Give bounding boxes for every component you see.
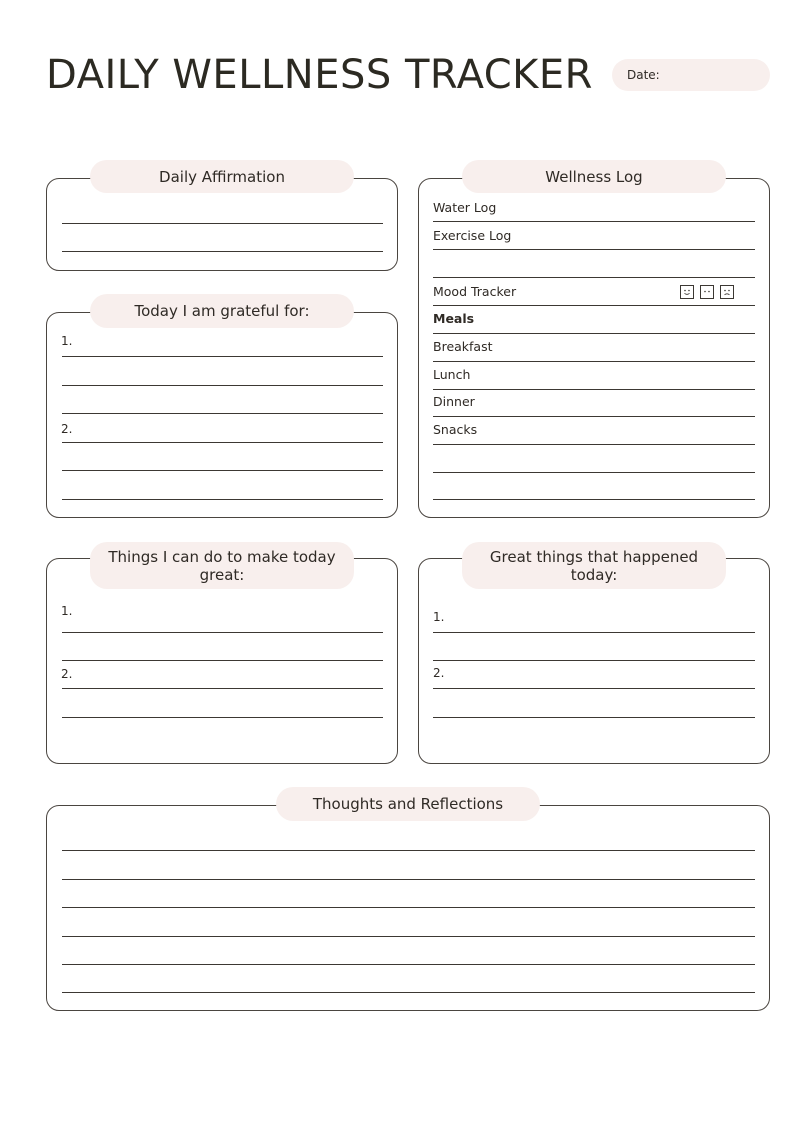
exercise-log-label: Exercise Log: [433, 228, 512, 243]
reflections-writing-line[interactable]: [62, 907, 755, 908]
make-great-writing-line[interactable]: [62, 688, 383, 689]
great-things-heading: Great things that happened today:: [462, 542, 726, 589]
snacks-line[interactable]: [433, 472, 755, 473]
snacks-label: Snacks: [433, 422, 478, 437]
mood-tracker-line: [433, 305, 755, 306]
grateful-heading: Today I am grateful for:: [90, 294, 354, 328]
great-things-writing-line[interactable]: [433, 717, 755, 718]
grateful-writing-line[interactable]: [62, 470, 383, 471]
lunch-line[interactable]: [433, 389, 755, 390]
sad-face-icon[interactable]: [720, 285, 734, 299]
date-label: Date:: [627, 68, 660, 82]
page-title: DAILY WELLNESS TRACKER: [46, 52, 593, 98]
make-great-item-number: 1.: [61, 604, 73, 618]
great-things-writing-line[interactable]: [433, 660, 755, 661]
happy-face-icon[interactable]: [680, 285, 694, 299]
grateful-writing-line[interactable]: [62, 385, 383, 386]
make-great-writing-line[interactable]: [62, 632, 383, 633]
grateful-writing-line[interactable]: [62, 356, 383, 357]
grateful-item-number: 1.: [61, 334, 73, 348]
great-things-item-number: 2.: [433, 666, 445, 680]
reflections-writing-line[interactable]: [62, 850, 755, 851]
snacks-line[interactable]: [433, 444, 755, 445]
exercise-log-line[interactable]: [433, 277, 755, 278]
affirmation-heading: Daily Affirmation: [90, 160, 354, 193]
reflections-writing-line[interactable]: [62, 964, 755, 965]
wellness-log-heading: Wellness Log: [462, 160, 726, 193]
water-log-line[interactable]: [433, 221, 755, 222]
lunch-label: Lunch: [433, 367, 471, 382]
great-things-item-number: 1.: [433, 610, 445, 624]
reflections-writing-line[interactable]: [62, 879, 755, 880]
grateful-writing-line[interactable]: [62, 413, 383, 414]
reflections-writing-line[interactable]: [62, 992, 755, 993]
affirmation-writing-line[interactable]: [62, 251, 383, 252]
grateful-writing-line[interactable]: [62, 442, 383, 443]
make-great-writing-line[interactable]: [62, 660, 383, 661]
breakfast-label: Breakfast: [433, 339, 493, 354]
meals-label: Meals: [433, 311, 475, 326]
reflections-box: [46, 805, 770, 1011]
dinner-line[interactable]: [433, 416, 755, 417]
reflections-writing-line[interactable]: [62, 936, 755, 937]
snacks-line[interactable]: [433, 499, 755, 500]
make-great-writing-line[interactable]: [62, 717, 383, 718]
grateful-writing-line[interactable]: [62, 499, 383, 500]
grateful-item-number: 2.: [61, 422, 73, 436]
grateful-box: [46, 312, 398, 518]
breakfast-line[interactable]: [433, 361, 755, 362]
great-things-writing-line[interactable]: [433, 688, 755, 689]
exercise-log-line[interactable]: [433, 249, 755, 250]
mood-tracker-label: Mood Tracker: [433, 284, 517, 299]
make-great-heading: Things I can do to make today great:: [90, 542, 354, 589]
great-things-writing-line[interactable]: [433, 632, 755, 633]
dinner-label: Dinner: [433, 394, 475, 409]
date-field[interactable]: [612, 59, 770, 91]
affirmation-writing-line[interactable]: [62, 223, 383, 224]
meals-line: [433, 333, 755, 334]
reflections-heading: Thoughts and Reflections: [276, 787, 540, 821]
make-great-item-number: 2.: [61, 667, 73, 681]
water-log-label: Water Log: [433, 200, 497, 215]
neutral-face-icon[interactable]: [700, 285, 714, 299]
